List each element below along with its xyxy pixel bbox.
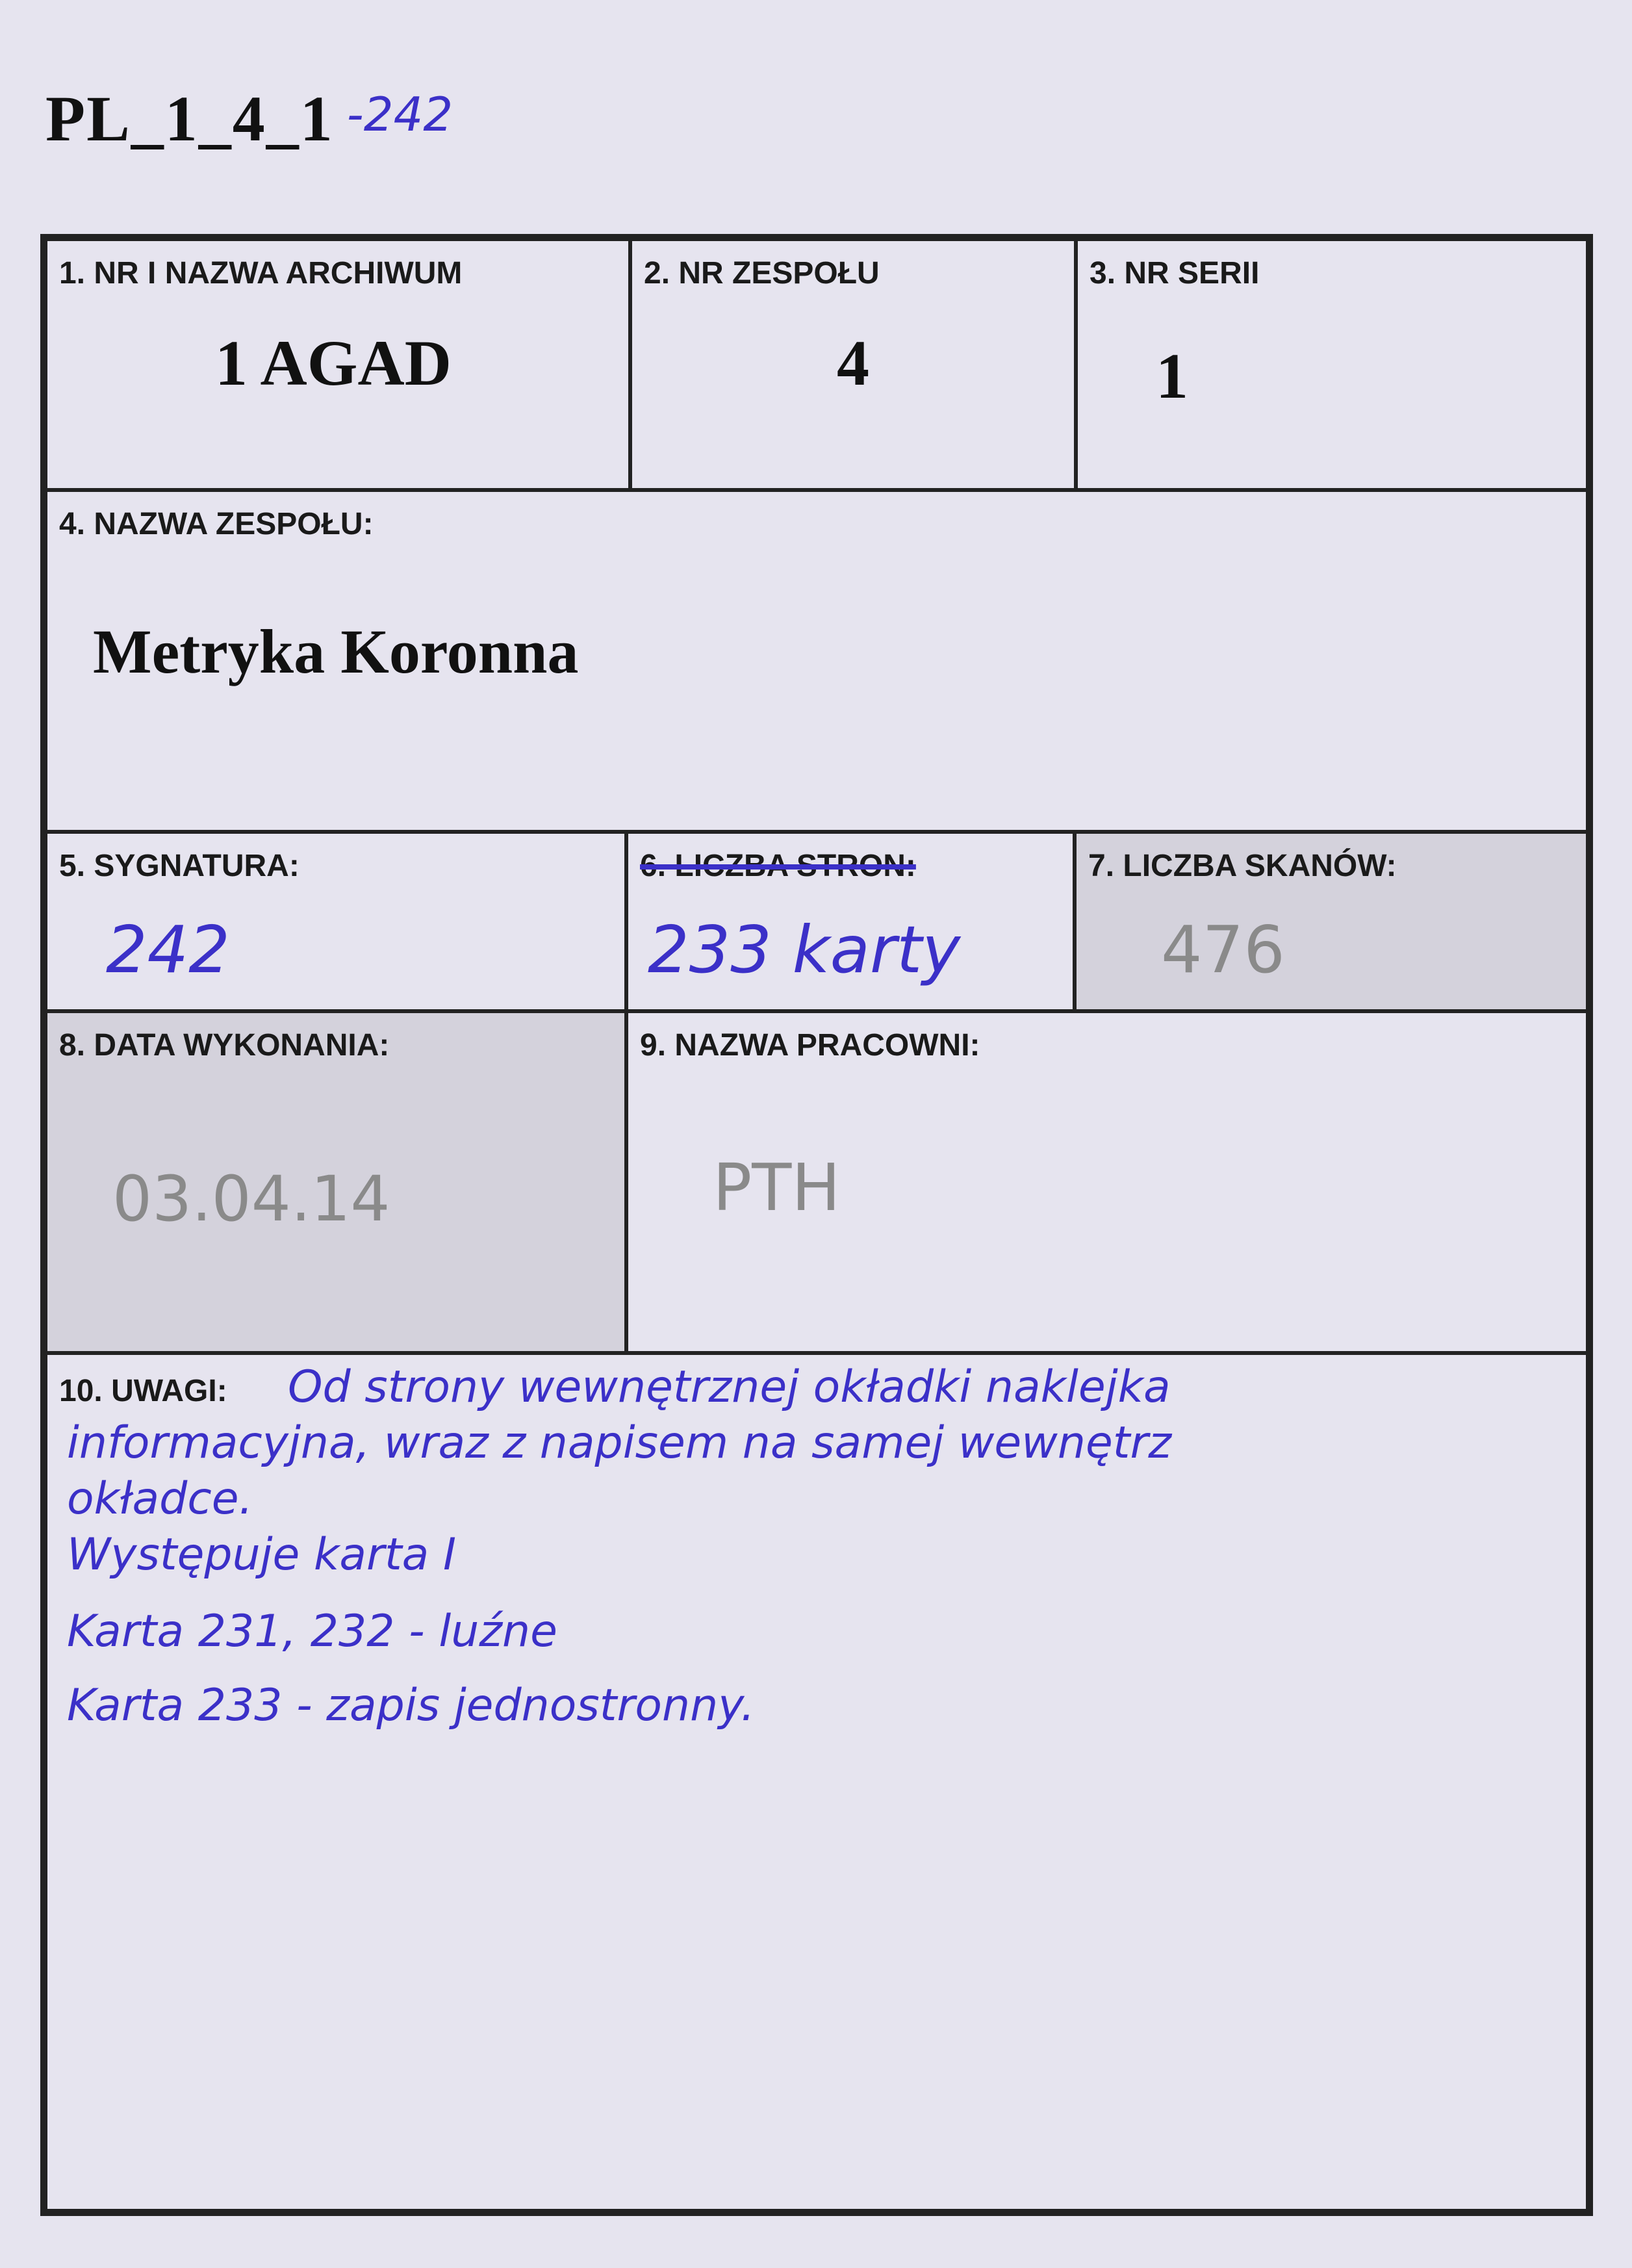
archive-field-label: 1. NR I NAZWA ARCHIWUM [59, 256, 463, 290]
notes-label: 10. UWAGI: [59, 1374, 227, 1408]
notes-line-2: informacyjna, wraz z napisem na samej wewnętrz [67, 1417, 1172, 1469]
document-id-row [45, 71, 453, 156]
page-count-field [625, 831, 1076, 1012]
signature-field [44, 831, 628, 1012]
fonds-number-field [629, 238, 1077, 491]
archive-field-value: 1 AGAD [215, 327, 452, 399]
workshop-field [625, 1010, 1589, 1354]
series-number-label: 3. NR SERII [1090, 256, 1260, 290]
series-number-field [1075, 238, 1589, 491]
notes-line-3: okładce. [67, 1473, 253, 1525]
signature-label: 5. SYGNATURA: [59, 849, 300, 883]
notes-line-4: Występuje karta I [67, 1529, 457, 1580]
workshop-value: PTH [713, 1150, 841, 1226]
notes-line-1: Od strony wewnętrznej okładki naklejka [288, 1361, 1171, 1413]
page-count-label: 6. LICZBA STRON: [640, 849, 916, 883]
fonds-number-value: 4 [837, 327, 869, 399]
date-value: 03.04.14 [112, 1163, 390, 1235]
fonds-name-field [44, 489, 1589, 833]
scan-count-label: 7. LICZBA SKANÓW: [1088, 849, 1397, 883]
scan-count-field [1073, 831, 1589, 1012]
fonds-name-value: Metryka Koronna [93, 617, 579, 686]
page-count-value: 233 karty [648, 912, 961, 988]
notes-line-6: Karta 233 - zapis jednostronny. [67, 1680, 755, 1731]
date-label: 8. DATA WYKONANIA: [59, 1028, 390, 1063]
document-id-handwritten-suffix: -242 [346, 87, 453, 142]
workshop-label: 9. NAZWA PRACOWNI: [640, 1028, 980, 1063]
archive-form [40, 234, 1593, 2216]
series-number-value: 1 [1156, 340, 1188, 412]
scan-count-value: 476 [1161, 912, 1285, 988]
fonds-name-label: 4. NAZWA ZESPOŁU: [59, 507, 374, 541]
notes-line-5: Karta 231, 232 - luźne [67, 1606, 557, 1657]
signature-value: 242 [106, 912, 230, 988]
notes-field [44, 1352, 1589, 2212]
fonds-number-label: 2. NR ZESPOŁU [644, 256, 880, 290]
document-id: PL_1_4_1 [45, 83, 334, 155]
archive-field [44, 238, 631, 491]
date-field [44, 1010, 628, 1354]
